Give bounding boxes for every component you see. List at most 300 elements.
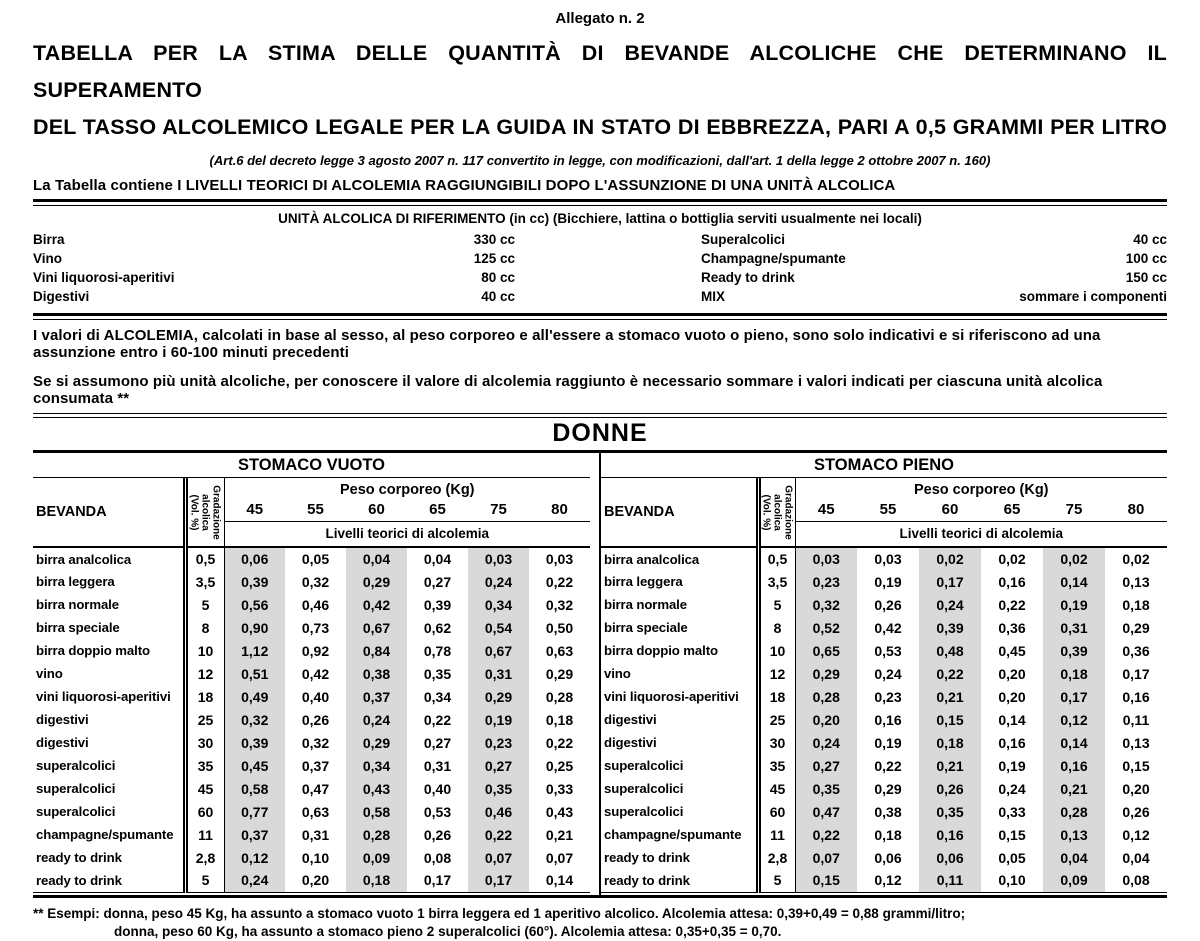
peso-corporeo-header: Peso corporeo (Kg) bbox=[913, 482, 1049, 498]
unit-value: 80 cc bbox=[481, 270, 515, 285]
alcolemia-value: 0,31 bbox=[301, 826, 330, 843]
alcolemia-value: 0,77 bbox=[224, 800, 285, 823]
gradazione-value: 18 bbox=[758, 685, 795, 708]
gradazione-value: 25 bbox=[185, 708, 224, 731]
table-row bbox=[33, 708, 590, 731]
table-stomaco-vuoto bbox=[33, 453, 590, 895]
table-header bbox=[601, 478, 1167, 547]
alcolemia-value: 0,22 bbox=[423, 711, 452, 728]
alcolemia-value: 0,35 bbox=[919, 800, 981, 823]
alcolemia-value: 0,15 bbox=[919, 708, 981, 731]
alcolemia-value: 0,09 bbox=[1043, 869, 1105, 892]
alcolemia-value: 0,26 bbox=[1122, 803, 1150, 820]
alcolemia-value: 0,52 bbox=[795, 616, 857, 639]
beverage-name: champagne/spumante bbox=[33, 823, 185, 846]
beverage-name: ready to drink bbox=[601, 846, 758, 869]
header-row bbox=[33, 478, 590, 498]
alcolemia-value: 0,54 bbox=[468, 616, 529, 639]
table-row bbox=[601, 800, 1167, 823]
gradazione-value: 25 bbox=[758, 708, 795, 731]
beverage-name: superalcolici bbox=[601, 777, 758, 800]
alcolemia-value: 0,34 bbox=[468, 593, 529, 616]
beverage-name: ready to drink bbox=[33, 869, 185, 892]
gradazione-rotated-label: Gradazione alcolica (Vol. %) bbox=[189, 484, 222, 540]
alcolemia-value: 0,28 bbox=[795, 685, 857, 708]
alcolemia-value: 0,08 bbox=[423, 849, 452, 866]
unit-row bbox=[33, 268, 1167, 287]
alcolemia-value: 0,29 bbox=[874, 780, 902, 797]
table-row bbox=[33, 777, 590, 800]
gradazione-value: 2,8 bbox=[185, 846, 224, 869]
alcolemia-value: 0,22 bbox=[874, 757, 902, 774]
weight-header: 45 bbox=[795, 498, 857, 521]
alcolemia-value: 0,63 bbox=[301, 803, 330, 820]
unit-row bbox=[33, 249, 1167, 268]
alcolemia-value: 0,04 bbox=[1043, 846, 1105, 869]
unit-label: Vini liquorosi-aperitivi bbox=[33, 270, 175, 285]
weight-header: 60 bbox=[346, 498, 407, 521]
table-body bbox=[601, 547, 1167, 892]
alcolemia-value: 0,21 bbox=[919, 754, 981, 777]
beverage-name: birra analcolica bbox=[601, 547, 758, 570]
beverage-name: digestivi bbox=[601, 708, 758, 731]
beverage-name: digestivi bbox=[601, 731, 758, 754]
alcolemia-value: 0,27 bbox=[423, 734, 452, 751]
alcolemia-value: 0,07 bbox=[468, 846, 529, 869]
rotated-label-wrap bbox=[761, 478, 795, 546]
section-title-donne: DONNE bbox=[552, 419, 648, 447]
alcolemia-value: 0,42 bbox=[874, 619, 902, 636]
alcolemia-value: 0,42 bbox=[346, 593, 407, 616]
gradazione-value: 12 bbox=[185, 662, 224, 685]
alcolemia-value: 0,39 bbox=[423, 596, 452, 613]
alcolemia-value: 0,17 bbox=[919, 570, 981, 593]
beverage-name: ready to drink bbox=[33, 846, 185, 869]
alcolemia-value: 0,65 bbox=[795, 639, 857, 662]
alcolemia-value: 0,17 bbox=[468, 869, 529, 892]
alcolemia-value: 0,03 bbox=[795, 547, 857, 570]
alcolemia-value: 0,12 bbox=[857, 869, 919, 892]
stomaco-vuoto-title: STOMACO VUOTO bbox=[33, 453, 590, 478]
beverage-name: superalcolici bbox=[33, 754, 185, 777]
alcolemia-value: 0,24 bbox=[795, 731, 857, 754]
alcolemia-value: 0,18 bbox=[346, 869, 407, 892]
unit-label: Vino bbox=[33, 251, 63, 266]
unit-value: sommare i componenti bbox=[1019, 289, 1167, 304]
stomaco-pieno-title: STOMACO PIENO bbox=[601, 453, 1167, 478]
alcolemia-value: 0,27 bbox=[423, 573, 452, 590]
unit-value: 330 cc bbox=[473, 232, 515, 247]
alcolemia-value: 0,24 bbox=[224, 869, 285, 892]
alcolemia-value: 0,11 bbox=[1122, 711, 1150, 728]
gradazione-value: 3,5 bbox=[758, 570, 795, 593]
table-row bbox=[601, 869, 1167, 892]
table-header bbox=[33, 478, 590, 547]
examples-footnote bbox=[33, 905, 1167, 941]
alcolemia-value: 0,32 bbox=[301, 573, 330, 590]
alcolemia-value: 0,18 bbox=[1043, 662, 1105, 685]
alcolemia-value: 0,34 bbox=[346, 754, 407, 777]
weight-header: 45 bbox=[224, 498, 285, 521]
alcolemia-value: 0,04 bbox=[423, 551, 452, 567]
alcolemia-value: 0,32 bbox=[545, 596, 574, 613]
livelli-teorici-header: Livelli teorici di alcolemia bbox=[224, 521, 590, 547]
gradazione-value: 12 bbox=[758, 662, 795, 685]
table-row bbox=[33, 800, 590, 823]
unit-row bbox=[33, 230, 1167, 249]
alcolemia-value: 0,38 bbox=[874, 803, 902, 820]
alcolemia-value: 0,24 bbox=[468, 570, 529, 593]
alcolemia-value: 0,47 bbox=[795, 800, 857, 823]
gradazione-value: 60 bbox=[185, 800, 224, 823]
table-row bbox=[33, 662, 590, 685]
alcolemia-value: 0,43 bbox=[545, 803, 574, 820]
alcolemia-value: 0,22 bbox=[468, 823, 529, 846]
beverage-name: superalcolici bbox=[601, 800, 758, 823]
alcolemia-value: 0,47 bbox=[301, 780, 330, 797]
alcolemia-value: 0,16 bbox=[998, 573, 1026, 590]
table-row bbox=[601, 823, 1167, 846]
table-row bbox=[601, 639, 1167, 662]
alcolemia-value: 0,22 bbox=[919, 662, 981, 685]
table-row bbox=[601, 777, 1167, 800]
unit-value: 100 cc bbox=[1125, 251, 1167, 266]
unit-label: MIX bbox=[701, 289, 726, 304]
alcolemia-value: 0,90 bbox=[224, 616, 285, 639]
alcolemia-value: 0,33 bbox=[545, 780, 574, 797]
table-row bbox=[601, 685, 1167, 708]
alcolemia-value: 0,12 bbox=[1043, 708, 1105, 731]
alcolemia-value: 0,26 bbox=[874, 596, 902, 613]
alcolemia-value: 0,92 bbox=[301, 642, 330, 659]
alcolemia-value: 0,36 bbox=[998, 619, 1026, 636]
table-row bbox=[33, 547, 590, 570]
alcolemia-value: 0,20 bbox=[285, 869, 346, 892]
table-row bbox=[601, 547, 1167, 570]
example-line-1: ** Esempi: donna, peso 45 Kg, ha assunto a stomaco vuoto 1 birra leggera ed 1 aperitivo alcolico. Alcolemia attesa: 0,39+0,49 = 0,88 grammi/litro; bbox=[33, 905, 966, 921]
gradazione-value: 11 bbox=[758, 823, 795, 846]
alcolemia-value: 0,02 bbox=[919, 547, 981, 570]
alcolemia-value: 0,06 bbox=[224, 547, 285, 570]
alcolemia-value: 0,13 bbox=[1043, 823, 1105, 846]
alcolemia-value: 0,02 bbox=[998, 551, 1026, 567]
table-row bbox=[33, 639, 590, 662]
livelli-teorici-header: Livelli teorici di alcolemia bbox=[795, 521, 1167, 547]
separator-rule bbox=[33, 199, 1167, 206]
alcolemia-value: 0,16 bbox=[919, 823, 981, 846]
gradazione-value: 10 bbox=[185, 639, 224, 662]
alcolemia-value: 0,17 bbox=[1122, 665, 1150, 682]
alcolemia-value: 0,56 bbox=[224, 593, 285, 616]
alcolemia-value: 0,49 bbox=[224, 685, 285, 708]
alcolemia-value: 0,27 bbox=[795, 754, 857, 777]
beverage-name: superalcolici bbox=[601, 754, 758, 777]
alcolemia-value: 0,58 bbox=[224, 777, 285, 800]
gradazione-value: 5 bbox=[758, 869, 795, 892]
alcolemia-value: 0,14 bbox=[1043, 731, 1105, 754]
alcolemia-value: 0,04 bbox=[346, 547, 407, 570]
beverage-name: ready to drink bbox=[601, 869, 758, 892]
alcolemia-value: 0,78 bbox=[423, 642, 452, 659]
alcolemia-value: 0,36 bbox=[1122, 642, 1150, 659]
alcolemia-value: 0,05 bbox=[301, 551, 330, 567]
table-row bbox=[601, 846, 1167, 869]
table-row bbox=[33, 593, 590, 616]
alcolemia-value: 0,26 bbox=[301, 711, 330, 728]
alcolemia-value: 0,58 bbox=[346, 800, 407, 823]
bevanda-column-header: BEVANDA bbox=[33, 478, 185, 547]
alcolemia-value: 0,06 bbox=[874, 849, 902, 866]
alcolemia-value: 0,06 bbox=[919, 846, 981, 869]
weight-header: 80 bbox=[1105, 498, 1167, 521]
alcolemia-value: 0,14 bbox=[529, 869, 590, 892]
alcolemia-value: 0,39 bbox=[224, 570, 285, 593]
alcolemia-value: 0,43 bbox=[346, 777, 407, 800]
gradazione-value: 35 bbox=[758, 754, 795, 777]
alcolemia-value: 0,73 bbox=[301, 619, 330, 636]
weight-header: 80 bbox=[529, 498, 590, 521]
gradazione-value: 60 bbox=[758, 800, 795, 823]
alcolemia-value: 0,14 bbox=[998, 711, 1026, 728]
gradazione-column-header bbox=[185, 478, 224, 547]
alcolemia-value: 0,67 bbox=[346, 616, 407, 639]
gradazione-value: 0,5 bbox=[185, 547, 224, 570]
alcolemia-value: 0,28 bbox=[1043, 800, 1105, 823]
weight-header: 65 bbox=[407, 498, 468, 521]
alcolemia-value: 0,16 bbox=[1043, 754, 1105, 777]
alcolemia-value: 0,37 bbox=[301, 757, 330, 774]
beverage-name: birra normale bbox=[601, 593, 758, 616]
alcolemia-value: 0,10 bbox=[981, 869, 1043, 892]
header-row bbox=[601, 478, 1167, 498]
alcolemia-value: 0,19 bbox=[998, 757, 1026, 774]
separator-rule bbox=[33, 313, 1167, 320]
intro-sentence: La Tabella contiene I LIVELLI TEORICI DI ALCOLEMIA RAGGIUNGIBILI DOPO L'ASSUNZIONE DI UNA UNITÀ ALCOLICA bbox=[33, 177, 896, 194]
beverage-name: superalcolici bbox=[33, 777, 185, 800]
alcolemia-value: 0,18 bbox=[545, 711, 574, 728]
alcolemia-value: 0,39 bbox=[224, 731, 285, 754]
table-row bbox=[33, 869, 590, 892]
allegato-label: Allegato n. 2 bbox=[555, 10, 645, 27]
alcolemia-value: 0,13 bbox=[1122, 734, 1150, 751]
alcolemia-value: 0,19 bbox=[874, 573, 902, 590]
units-list bbox=[33, 230, 1167, 306]
beverage-name: birra speciale bbox=[33, 616, 185, 639]
alcolemia-value: 0,07 bbox=[795, 846, 857, 869]
weight-header: 55 bbox=[285, 498, 346, 521]
beverage-name: vino bbox=[33, 662, 185, 685]
table-stomaco-pieno bbox=[599, 453, 1167, 895]
alcolemia-value: 0,32 bbox=[301, 734, 330, 751]
alcolemia-value: 0,17 bbox=[1043, 685, 1105, 708]
alcolemia-value: 0,09 bbox=[346, 846, 407, 869]
alcolemia-value: 0,18 bbox=[874, 826, 902, 843]
beverage-name: birra doppio malto bbox=[33, 639, 185, 662]
alcolemia-value: 0,50 bbox=[545, 619, 574, 636]
alcolemia-value: 0,05 bbox=[998, 849, 1026, 866]
beverage-name: birra leggera bbox=[601, 570, 758, 593]
paragraph-somma-unita: Se si assumono più unità alcoliche, per conoscere il valore di alcolemia raggiunto è necessario sommare i valori indicati per ciascuna unità alcolica consumata ** bbox=[33, 373, 1103, 407]
paragraph-alcolemia: I valori di ALCOLEMIA, calcolati in base al sesso, al peso corporeo e all'essere a stomaco vuoto o pieno, sono solo indicativi e si riferiscono ad una assunzione entro i 60-100 minuti precedenti bbox=[33, 327, 1101, 361]
alcolemia-value: 0,29 bbox=[468, 685, 529, 708]
gradazione-value: 5 bbox=[185, 593, 224, 616]
alcolemia-value: 0,62 bbox=[423, 619, 452, 636]
alcolemia-value: 0,23 bbox=[874, 688, 902, 705]
beverage-name: digestivi bbox=[33, 731, 185, 754]
alcolemia-value: 0,42 bbox=[301, 665, 330, 682]
gradazione-value: 10 bbox=[758, 639, 795, 662]
alcolemia-value: 0,15 bbox=[998, 826, 1026, 843]
units-box-header: UNITÀ ALCOLICA DI RIFERIMENTO (in cc) (Bicchiere, lattina o bottiglia serviti usualmente nei locali) bbox=[278, 211, 922, 226]
alcolemia-value: 0,40 bbox=[423, 780, 452, 797]
alcolemia-value: 0,24 bbox=[874, 665, 902, 682]
table-row bbox=[33, 731, 590, 754]
example-line-2: donna, peso 60 Kg, ha assunto a stomaco pieno 2 superalcolici (60°). Alcolemia attesa: 0,35+0,35 = 0,70. bbox=[114, 923, 782, 939]
reference-units-box bbox=[33, 206, 1167, 310]
table-row bbox=[33, 570, 590, 593]
unit-value: 40 cc bbox=[1133, 232, 1167, 247]
alcolemia-value: 0,29 bbox=[545, 665, 574, 682]
gradazione-value: 18 bbox=[185, 685, 224, 708]
weight-header: 75 bbox=[468, 498, 529, 521]
alcolemia-value: 0,21 bbox=[545, 826, 574, 843]
alcolemia-value: 0,20 bbox=[1122, 780, 1150, 797]
rotated-label-wrap bbox=[188, 478, 224, 546]
unit-label: Digestivi bbox=[33, 289, 90, 304]
beverage-name: vini liquorosi-aperitivi bbox=[601, 685, 758, 708]
alcolemia-value: 0,34 bbox=[423, 688, 452, 705]
alcolemia-value: 0,20 bbox=[795, 708, 857, 731]
title-line-2: DEL TASSO ALCOLEMICO LEGALE PER LA GUIDA IN STATO DI EBBREZZA, PARI A 0,5 GRAMMI PER LITRO bbox=[33, 115, 1167, 139]
alcolemia-value: 0,08 bbox=[1105, 869, 1167, 892]
alcolemia-value: 0,48 bbox=[919, 639, 981, 662]
peso-corporeo-header: Peso corporeo (Kg) bbox=[339, 482, 475, 498]
alcolemia-value: 0,15 bbox=[795, 869, 857, 892]
alcolemia-value: 0,17 bbox=[407, 869, 468, 892]
alcolemia-value: 0,24 bbox=[346, 708, 407, 731]
gradazione-value: 11 bbox=[185, 823, 224, 846]
gradazione-value: 45 bbox=[185, 777, 224, 800]
alcolemia-value: 0,03 bbox=[874, 551, 902, 567]
law-reference-subtitle: (Art.6 del decreto legge 3 agosto 2007 n. 117 convertito in legge, con modificazioni, dall'art. 1 della legge 2 ottobre 2007 n. 160) bbox=[209, 153, 991, 168]
unit-label: Superalcolici bbox=[701, 232, 786, 247]
alcolemia-value: 0,21 bbox=[919, 685, 981, 708]
title-line-1: TABELLA PER LA STIMA DELLE QUANTITÀ DI BEVANDE ALCOLICHE CHE DETERMINANO IL SUPERAMENTO bbox=[33, 41, 1167, 102]
table-row bbox=[601, 662, 1167, 685]
alcolemia-value: 0,37 bbox=[346, 685, 407, 708]
table-row bbox=[601, 754, 1167, 777]
alcolemia-value: 0,23 bbox=[795, 570, 857, 593]
alcolemia-value: 0,29 bbox=[1122, 619, 1150, 636]
alcolemia-value: 0,53 bbox=[874, 642, 902, 659]
alcolemia-value: 1,12 bbox=[224, 639, 285, 662]
alcolemia-value: 0,28 bbox=[346, 823, 407, 846]
alcolemia-value: 0,19 bbox=[1043, 593, 1105, 616]
alcolemia-value: 0,37 bbox=[224, 823, 285, 846]
alcolemia-value: 0,16 bbox=[1122, 688, 1150, 705]
alcolemia-value: 0,32 bbox=[224, 708, 285, 731]
gradazione-value: 35 bbox=[185, 754, 224, 777]
table-body bbox=[33, 547, 590, 892]
beverage-name: vini liquorosi-aperitivi bbox=[33, 685, 185, 708]
alcolemia-value: 0,35 bbox=[423, 665, 452, 682]
alcolemia-value: 0,12 bbox=[1122, 826, 1150, 843]
alcolemia-value: 0,35 bbox=[468, 777, 529, 800]
gradazione-value: 2,8 bbox=[758, 846, 795, 869]
alcolemia-value: 0,22 bbox=[545, 573, 574, 590]
alcolemia-value: 0,46 bbox=[301, 596, 330, 613]
bevanda-column-header: BEVANDA bbox=[601, 478, 758, 547]
alcolemia-value: 0,33 bbox=[998, 803, 1026, 820]
alcolemia-value: 0,02 bbox=[1043, 547, 1105, 570]
unit-value: 125 cc bbox=[473, 251, 515, 266]
table-row bbox=[33, 616, 590, 639]
alcolemia-value: 0,45 bbox=[224, 754, 285, 777]
alcolemia-value: 0,16 bbox=[998, 734, 1026, 751]
beverage-name: birra leggera bbox=[33, 570, 185, 593]
alcolemia-value: 0,51 bbox=[224, 662, 285, 685]
alcolemia-value: 0,14 bbox=[1043, 570, 1105, 593]
alcolemia-value: 0,26 bbox=[919, 777, 981, 800]
beverage-name: birra doppio malto bbox=[601, 639, 758, 662]
alcolemia-value: 0,22 bbox=[998, 596, 1026, 613]
beverage-name: birra speciale bbox=[601, 616, 758, 639]
alcolemia-value: 0,40 bbox=[301, 688, 330, 705]
unit-value: 150 cc bbox=[1125, 270, 1167, 285]
alcolemia-value: 0,38 bbox=[346, 662, 407, 685]
alcolemia-value: 0,04 bbox=[1122, 849, 1150, 866]
alcolemia-value: 0,24 bbox=[998, 780, 1026, 797]
table-row bbox=[33, 685, 590, 708]
weight-header: 75 bbox=[1043, 498, 1105, 521]
data-table bbox=[601, 478, 1167, 893]
alcolemia-value: 0,31 bbox=[1043, 616, 1105, 639]
weight-header: 55 bbox=[857, 498, 919, 521]
alcolemia-value: 0,20 bbox=[998, 688, 1026, 705]
alcolemia-value: 0,46 bbox=[468, 800, 529, 823]
alcolemia-value: 0,39 bbox=[1043, 639, 1105, 662]
alcolemia-value: 0,31 bbox=[423, 757, 452, 774]
alcolemia-value: 0,12 bbox=[224, 846, 285, 869]
table-row bbox=[33, 754, 590, 777]
gradazione-value: 45 bbox=[758, 777, 795, 800]
table-row bbox=[601, 593, 1167, 616]
alcolemia-value: 0,15 bbox=[1122, 757, 1150, 774]
unit-value: 40 cc bbox=[481, 289, 515, 304]
weight-header: 60 bbox=[919, 498, 981, 521]
alcolemia-value: 0,29 bbox=[346, 731, 407, 754]
table-row bbox=[601, 570, 1167, 593]
alcolemia-value: 0,67 bbox=[468, 639, 529, 662]
table-row bbox=[33, 823, 590, 846]
gradazione-value: 3,5 bbox=[185, 570, 224, 593]
gradazione-value: 0,5 bbox=[758, 547, 795, 570]
alcolemia-value: 0,27 bbox=[468, 754, 529, 777]
unit-label: Birra bbox=[33, 232, 65, 247]
alcolemia-value: 0,35 bbox=[795, 777, 857, 800]
data-table bbox=[33, 478, 590, 893]
alcolemia-value: 0,02 bbox=[1122, 551, 1150, 567]
alcolemia-value: 0,23 bbox=[468, 731, 529, 754]
beverage-name: digestivi bbox=[33, 708, 185, 731]
beverage-name: vino bbox=[601, 662, 758, 685]
alcolemia-value: 0,31 bbox=[468, 662, 529, 685]
unit-row bbox=[33, 287, 1167, 306]
alcolemia-value: 0,32 bbox=[795, 593, 857, 616]
gradazione-value: 30 bbox=[758, 731, 795, 754]
table-row bbox=[601, 708, 1167, 731]
alcolemia-value: 0,22 bbox=[795, 823, 857, 846]
